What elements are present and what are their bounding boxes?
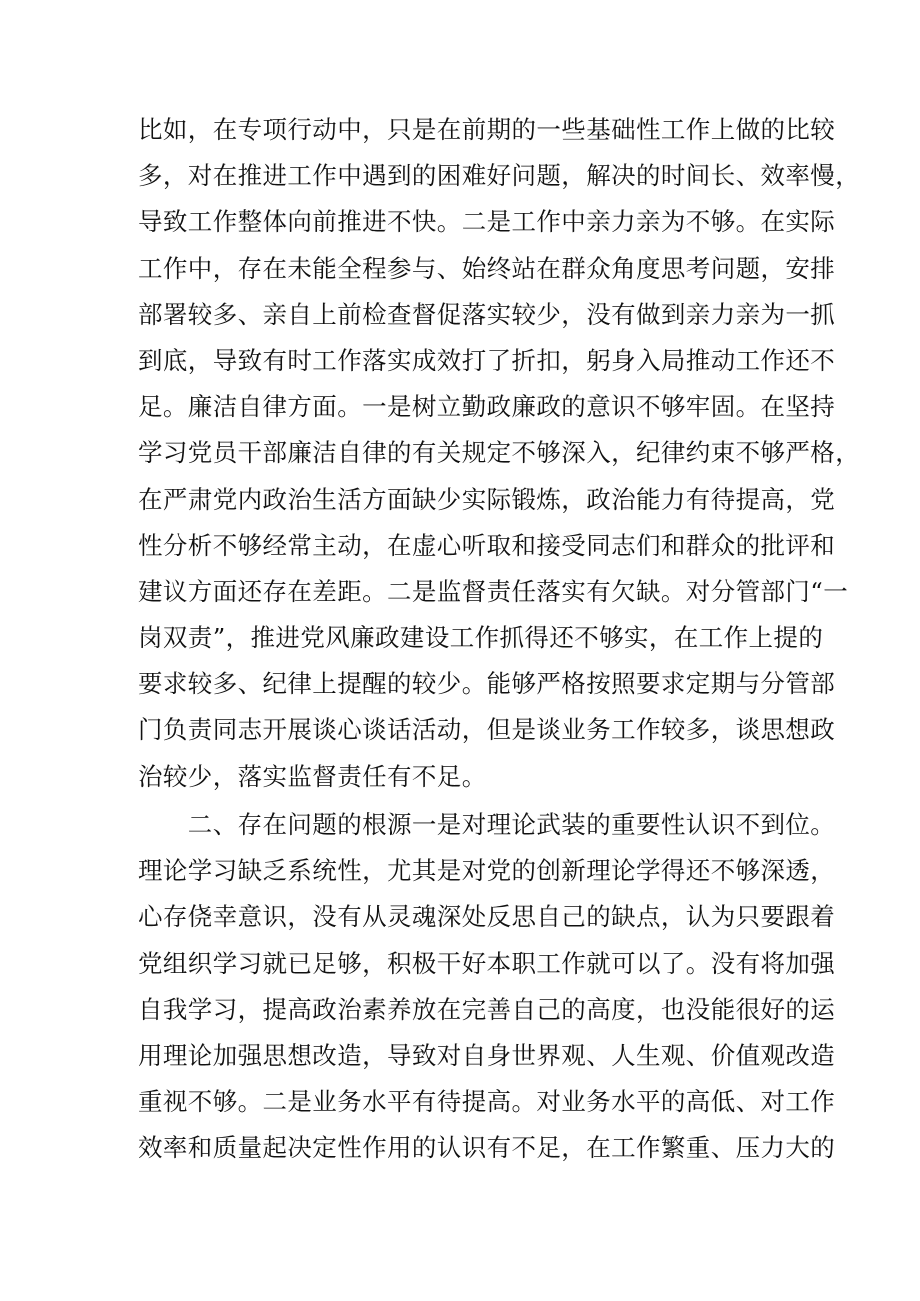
text-line: 性分析不够经常主动，在虚心听取和接受同志们和群众的批评和 <box>138 530 836 560</box>
text-line: 党组织学习就已足够，积极干好本职工作就可以了。没有将加强 <box>138 948 836 978</box>
text-line: 比如，在专项行动中，只是在前期的一些基础性工作上做的比较 <box>138 115 836 144</box>
text-line: 理论学习缺乏系统性，尤其是对党的创新理论学得还不够深透， <box>138 856 836 886</box>
text-line: 岗双责”，推进党风廉政建设工作抓得还不够实，在工作上提的 <box>138 623 824 653</box>
text-line: 学习党员干部廉洁自律的有关规定不够深入，纪律约束不够严格， <box>138 438 861 468</box>
text-line: 治较少，落实监督责任有不足。 <box>138 761 487 791</box>
text-line: 重视不够。二是业务水平有待提高。对业务水平的高低、对工作 <box>138 1087 836 1117</box>
text-line: 部署较多、亲自上前检查督促落实较少，没有做到亲力亲为一抓 <box>138 299 836 329</box>
text-line: 心存侥幸意识，没有从灵魂深处反思自己的缺点，认为只要跟着 <box>138 902 836 932</box>
text-line: 导致工作整体向前推进不快。二是工作中亲力亲为不够。在实际 <box>138 207 836 237</box>
text-line: 自我学习，提高政治素养放在完善自己的高度，也没能很好的运 <box>138 994 836 1024</box>
text-line: 足。廉洁自律方面。一是树立勤政廉政的意识不够牢固。在坚持 <box>138 392 836 422</box>
paragraph-shortcomings <box>138 107 861 800</box>
text-line: 用理论加强思想改造，导致对自身世界观、人生观、价值观改造 <box>138 1040 836 1070</box>
paragraph-root-causes <box>138 802 836 1172</box>
text-line: 二、存在问题的根源一是对理论武装的重要性认识不到位。 <box>138 810 836 839</box>
text-line: 建议方面还存在差距。二是监督责任落实有欠缺。对分管部门“一 <box>138 576 849 606</box>
text-line: 要求较多、纪律上提醒的较少。能够严格按照要求定期与分管部 <box>138 669 836 699</box>
text-line: 在严肃党内政治生活方面缺少实际锻炼，政治能力有待提高，党 <box>138 484 836 514</box>
text-line: 效率和质量起决定性作用的认识有不足，在工作繁重、压力大的 <box>138 1133 836 1163</box>
text-line: 到底，导致有时工作落实成效打了折扣，躬身入局推动工作还不 <box>138 345 836 375</box>
text-line: 工作中，存在未能全程参与、始终站在群众角度思考问题，安排 <box>138 253 836 283</box>
text-line: 门负责同志开展谈心谈话活动，但是谈业务工作较多，谈思想政 <box>138 715 836 745</box>
text-line: 多，对在推进工作中遇到的困难好问题，解决的时间长、效率慢， <box>138 161 861 191</box>
